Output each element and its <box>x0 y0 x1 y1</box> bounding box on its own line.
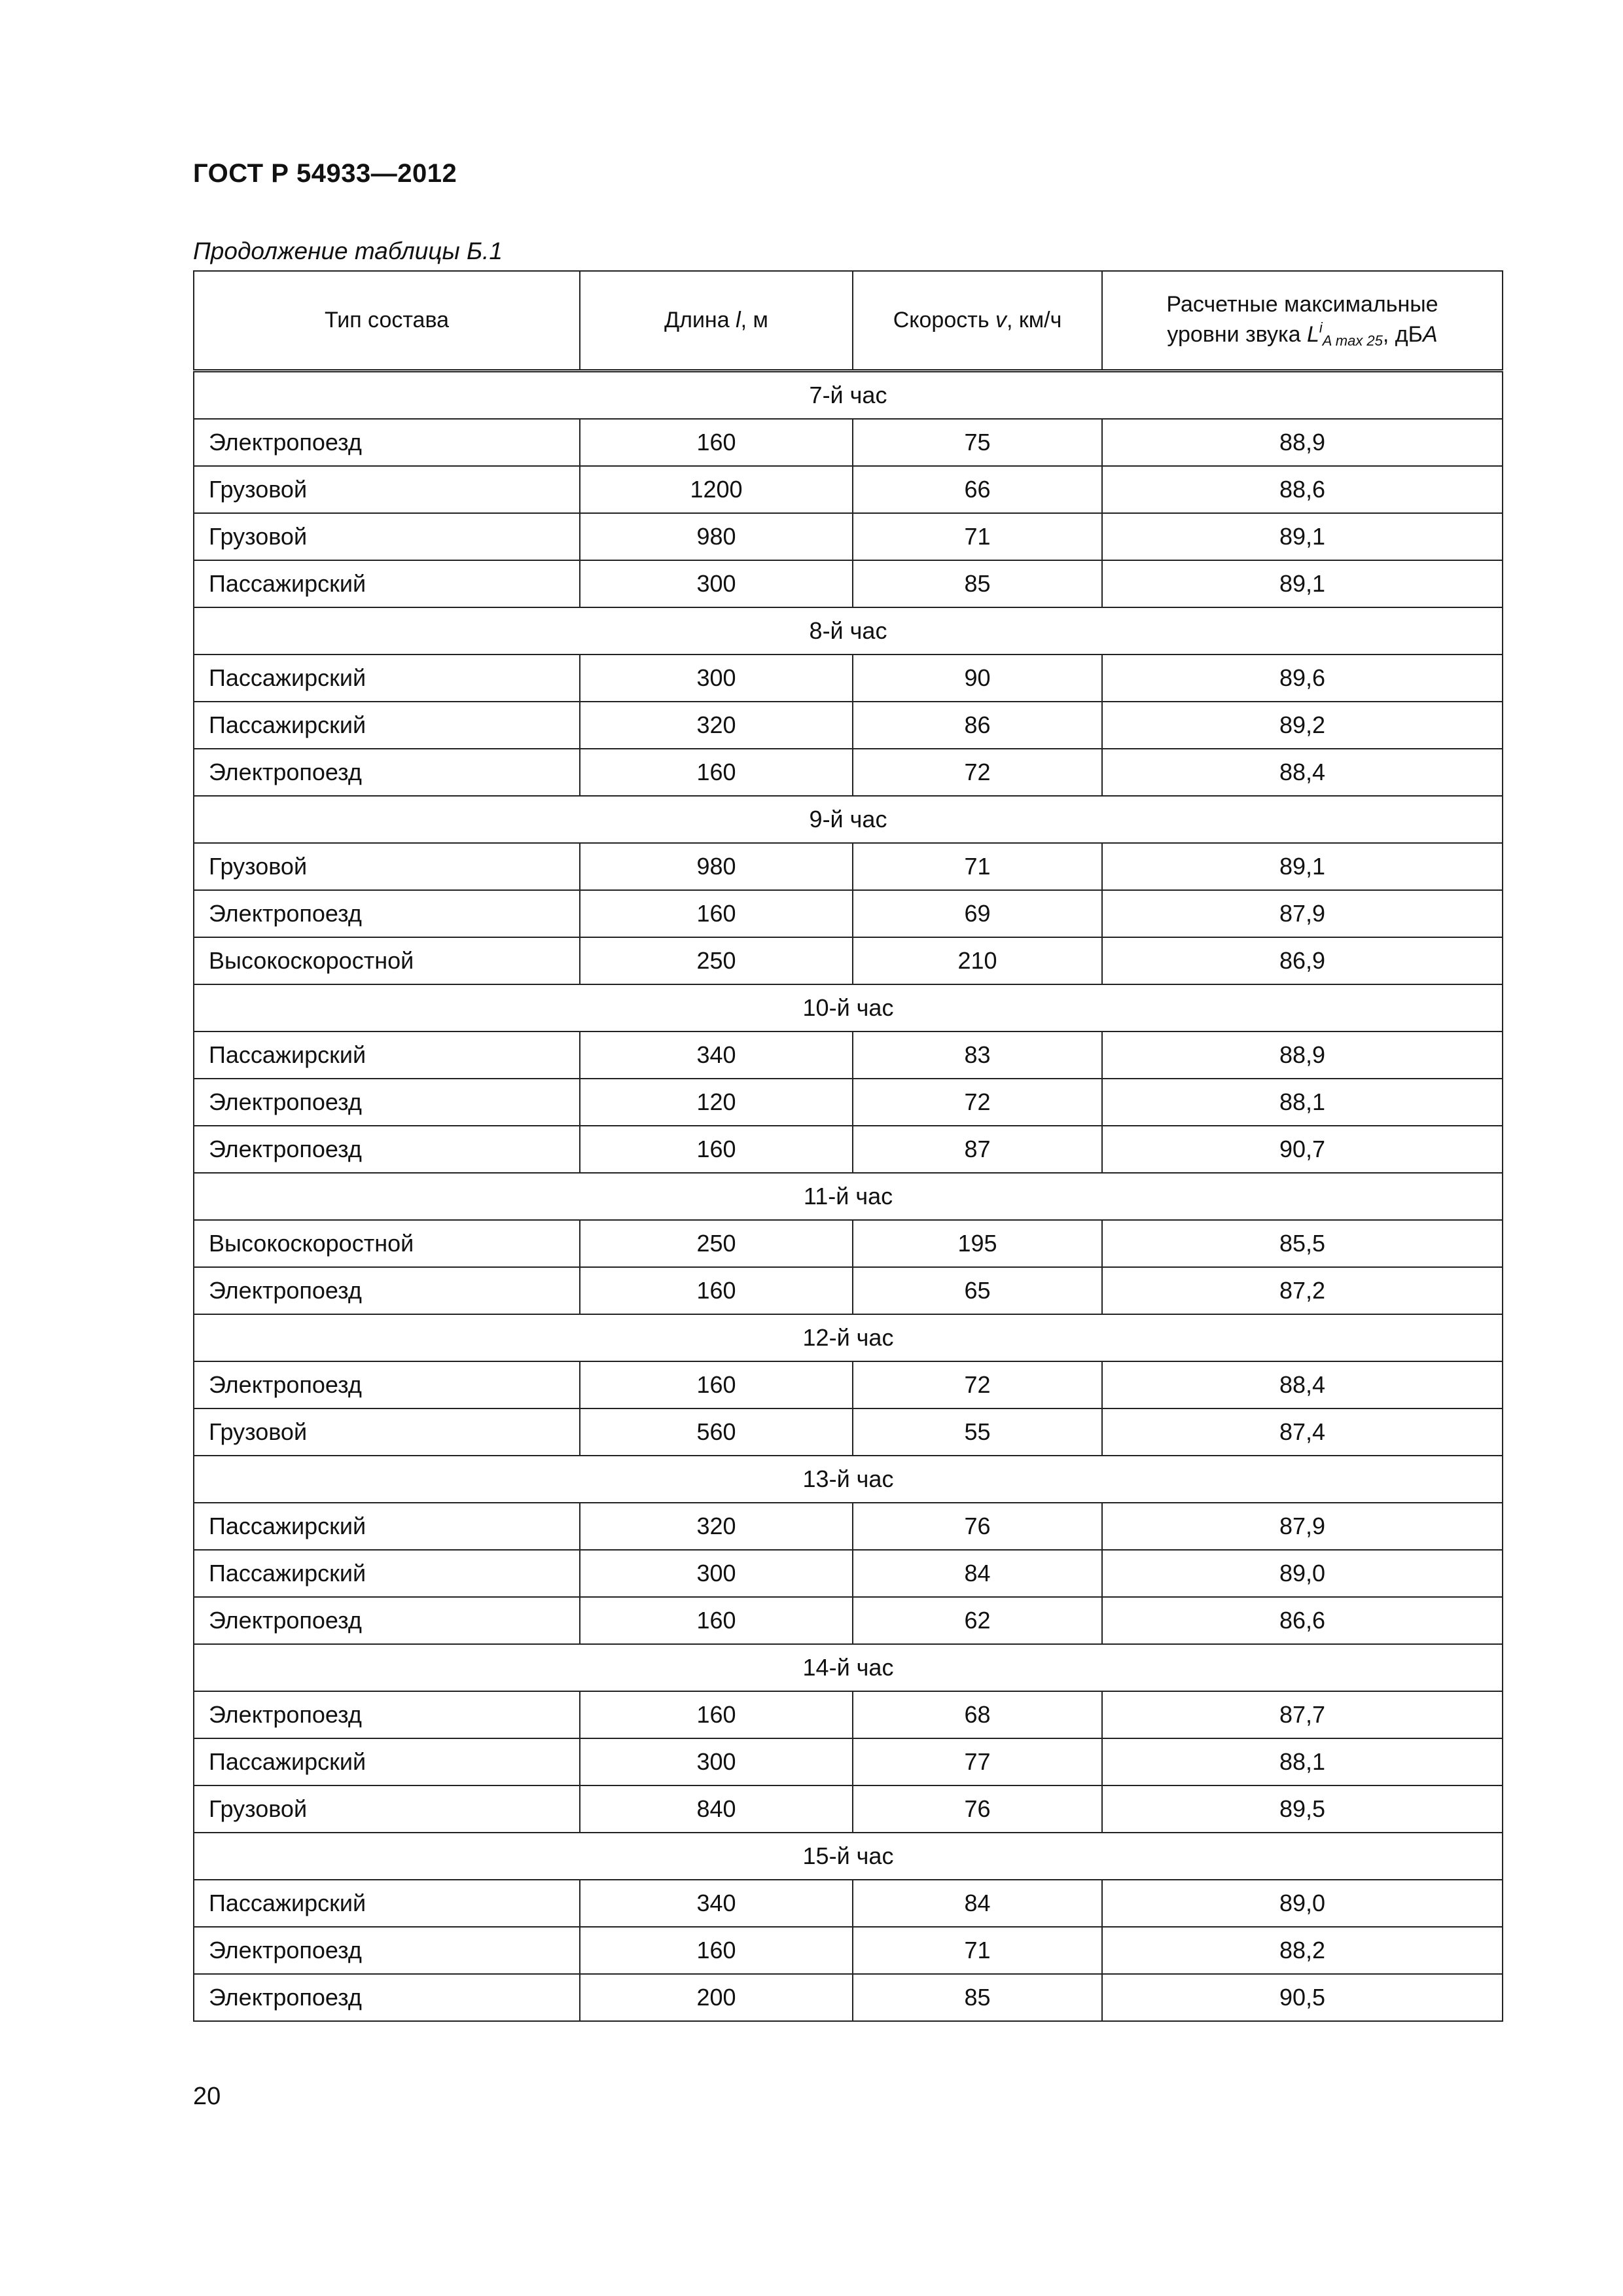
table-row <box>194 1220 1503 1267</box>
sound-level-cell: 88,1 <box>1102 1738 1503 1785</box>
table-row <box>194 1550 1503 1597</box>
sound-level-cell: 88,9 <box>1102 1031 1503 1079</box>
sound-level-cell: 88,1 <box>1102 1079 1503 1126</box>
speed-cell: 62 <box>853 1597 1102 1644</box>
hour-group-row <box>194 1833 1503 1880</box>
hour-group-row <box>194 1456 1503 1503</box>
hour-group-row <box>194 984 1503 1031</box>
train-type-cell: Пассажирский <box>194 1738 580 1785</box>
table-row <box>194 890 1503 937</box>
speed-cell: 71 <box>853 513 1102 560</box>
train-type-cell: Пассажирский <box>194 1503 580 1550</box>
length-cell: 980 <box>580 513 853 560</box>
train-type-cell: Пассажирский <box>194 1550 580 1597</box>
table-row <box>194 843 1503 890</box>
sound-level-cell: 87,4 <box>1102 1408 1503 1456</box>
speed-cell: 71 <box>853 1927 1102 1974</box>
hour-label: 9-й час <box>194 796 1503 843</box>
speed-cell: 85 <box>853 560 1102 607</box>
train-type-cell: Электропоезд <box>194 1691 580 1738</box>
hour-label: 10-й час <box>194 984 1503 1031</box>
table-row <box>194 1031 1503 1079</box>
hour-group-row <box>194 796 1503 843</box>
train-type-cell: Электропоезд <box>194 1597 580 1644</box>
table-row <box>194 937 1503 984</box>
column-header-type: Тип состава <box>194 271 580 371</box>
speed-cell: 72 <box>853 749 1102 796</box>
hour-group-row <box>194 371 1503 420</box>
table-row <box>194 513 1503 560</box>
table-row <box>194 419 1503 466</box>
document-title: ГОСТ Р 54933—2012 <box>193 159 457 188</box>
sound-level-cell: 86,9 <box>1102 937 1503 984</box>
hour-group-row <box>194 1314 1503 1361</box>
sound-level-cell: 89,1 <box>1102 560 1503 607</box>
table-row <box>194 749 1503 796</box>
speed-cell: 86 <box>853 702 1102 749</box>
length-cell: 160 <box>580 1267 853 1314</box>
sound-level-cell: 85,5 <box>1102 1220 1503 1267</box>
speed-cell: 83 <box>853 1031 1102 1079</box>
speed-cell: 71 <box>853 843 1102 890</box>
speed-cell: 66 <box>853 466 1102 513</box>
speed-cell: 84 <box>853 1550 1102 1597</box>
table-row <box>194 702 1503 749</box>
train-type-cell: Грузовой <box>194 513 580 560</box>
table-row <box>194 1880 1503 1927</box>
length-cell: 300 <box>580 560 853 607</box>
length-cell: 340 <box>580 1880 853 1927</box>
table-row <box>194 1126 1503 1173</box>
sound-level-cell: 89,6 <box>1102 655 1503 702</box>
speed-cell: 72 <box>853 1361 1102 1408</box>
speed-cell: 77 <box>853 1738 1102 1785</box>
table-continuation-caption: Продолжение таблицы Б.1 <box>193 238 503 264</box>
table-row <box>194 1974 1503 2021</box>
train-type-cell: Электропоезд <box>194 419 580 466</box>
length-cell: 840 <box>580 1785 853 1833</box>
table-row <box>194 1738 1503 1785</box>
hour-label: 15-й час <box>194 1833 1503 1880</box>
table-row <box>194 1597 1503 1644</box>
speed-cell: 195 <box>853 1220 1102 1267</box>
length-cell: 560 <box>580 1408 853 1456</box>
table-row <box>194 1267 1503 1314</box>
length-cell: 160 <box>580 1927 853 1974</box>
train-type-cell: Грузовой <box>194 843 580 890</box>
speed-cell: 210 <box>853 937 1102 984</box>
speed-cell: 72 <box>853 1079 1102 1126</box>
table-row <box>194 1927 1503 1974</box>
length-cell: 300 <box>580 655 853 702</box>
sound-level-cell: 87,2 <box>1102 1267 1503 1314</box>
sound-level-cell: 88,4 <box>1102 1361 1503 1408</box>
speed-cell: 69 <box>853 890 1102 937</box>
hour-label: 12-й час <box>194 1314 1503 1361</box>
sound-level-cell: 89,2 <box>1102 702 1503 749</box>
table-row <box>194 1361 1503 1408</box>
sound-level-cell: 89,1 <box>1102 513 1503 560</box>
hour-group-row <box>194 607 1503 655</box>
length-cell: 160 <box>580 1597 853 1644</box>
sound-level-cell: 88,9 <box>1102 419 1503 466</box>
sound-level-cell: 89,0 <box>1102 1550 1503 1597</box>
speed-cell: 55 <box>853 1408 1102 1456</box>
speed-cell: 87 <box>853 1126 1102 1173</box>
sound-level-cell: 88,6 <box>1102 466 1503 513</box>
length-cell: 200 <box>580 1974 853 2021</box>
speed-cell: 76 <box>853 1503 1102 1550</box>
speed-cell: 84 <box>853 1880 1102 1927</box>
length-cell: 160 <box>580 1691 853 1738</box>
table-row <box>194 1785 1503 1833</box>
speed-cell: 75 <box>853 419 1102 466</box>
sound-level-cell: 89,0 <box>1102 1880 1503 1927</box>
sound-level-cell: 86,6 <box>1102 1597 1503 1644</box>
train-type-cell: Электропоезд <box>194 1267 580 1314</box>
sound-level-cell: 90,7 <box>1102 1126 1503 1173</box>
length-cell: 980 <box>580 843 853 890</box>
table-row <box>194 1503 1503 1550</box>
hour-group-row <box>194 1173 1503 1220</box>
length-cell: 340 <box>580 1031 853 1079</box>
train-type-cell: Высокоскоростной <box>194 937 580 984</box>
length-cell: 300 <box>580 1738 853 1785</box>
table-row <box>194 655 1503 702</box>
train-type-cell: Электропоезд <box>194 1927 580 1974</box>
table-header-row <box>194 271 1503 371</box>
length-cell: 120 <box>580 1079 853 1126</box>
length-cell: 320 <box>580 702 853 749</box>
length-cell: 160 <box>580 1361 853 1408</box>
speed-cell: 68 <box>853 1691 1102 1738</box>
train-type-cell: Пассажирский <box>194 1880 580 1927</box>
train-type-cell: Высокоскоростной <box>194 1220 580 1267</box>
train-type-cell: Электропоезд <box>194 890 580 937</box>
hour-group-row <box>194 1644 1503 1691</box>
sound-level-cell: 89,1 <box>1102 843 1503 890</box>
table-row <box>194 1691 1503 1738</box>
speed-cell: 65 <box>853 1267 1102 1314</box>
sound-level-cell: 87,7 <box>1102 1691 1503 1738</box>
sound-level-cell: 87,9 <box>1102 1503 1503 1550</box>
length-cell: 160 <box>580 749 853 796</box>
column-header-sound-level: Расчетные максимальные уровни звука $L^i_{A max 25}$, дБA <box>1102 271 1503 371</box>
speed-cell: 90 <box>853 655 1102 702</box>
length-cell: 250 <box>580 1220 853 1267</box>
train-type-cell: Электропоезд <box>194 1361 580 1408</box>
train-type-cell: Грузовой <box>194 466 580 513</box>
length-cell: 1200 <box>580 466 853 513</box>
hour-label: 14-й час <box>194 1644 1503 1691</box>
length-cell: 160 <box>580 419 853 466</box>
table-row <box>194 560 1503 607</box>
length-cell: 250 <box>580 937 853 984</box>
table-row <box>194 1079 1503 1126</box>
speed-cell: 85 <box>853 1974 1102 2021</box>
sound-level-cell: 87,9 <box>1102 890 1503 937</box>
train-type-cell: Пассажирский <box>194 1031 580 1079</box>
train-type-cell: Пассажирский <box>194 702 580 749</box>
length-cell: 320 <box>580 1503 853 1550</box>
train-type-cell: Пассажирский <box>194 655 580 702</box>
train-type-cell: Электропоезд <box>194 1974 580 2021</box>
hour-label: 7-й час <box>194 371 1503 420</box>
hour-label: 13-й час <box>194 1456 1503 1503</box>
table-body <box>194 371 1503 2022</box>
speed-cell: 76 <box>853 1785 1102 1833</box>
sound-level-cell: 90,5 <box>1102 1974 1503 2021</box>
train-type-cell: Грузовой <box>194 1785 580 1833</box>
train-type-cell: Электропоезд <box>194 1079 580 1126</box>
table-row <box>194 466 1503 513</box>
length-cell: 160 <box>580 1126 853 1173</box>
table-row <box>194 1408 1503 1456</box>
length-cell: 300 <box>580 1550 853 1597</box>
noise-level-table <box>193 270 1503 2022</box>
train-type-cell: Пассажирский <box>194 560 580 607</box>
hour-label: 8-й час <box>194 607 1503 655</box>
sound-level-cell: 88,4 <box>1102 749 1503 796</box>
column-header-speed: Скорость v, км/ч <box>853 271 1102 371</box>
sound-level-cell: 88,2 <box>1102 1927 1503 1974</box>
page-number: 20 <box>193 2083 221 2110</box>
sound-level-cell: 89,5 <box>1102 1785 1503 1833</box>
length-cell: 160 <box>580 890 853 937</box>
train-type-cell: Электропоезд <box>194 749 580 796</box>
column-header-length: Длина l, м <box>580 271 853 371</box>
hour-label: 11-й час <box>194 1173 1503 1220</box>
train-type-cell: Электропоезд <box>194 1126 580 1173</box>
train-type-cell: Грузовой <box>194 1408 580 1456</box>
